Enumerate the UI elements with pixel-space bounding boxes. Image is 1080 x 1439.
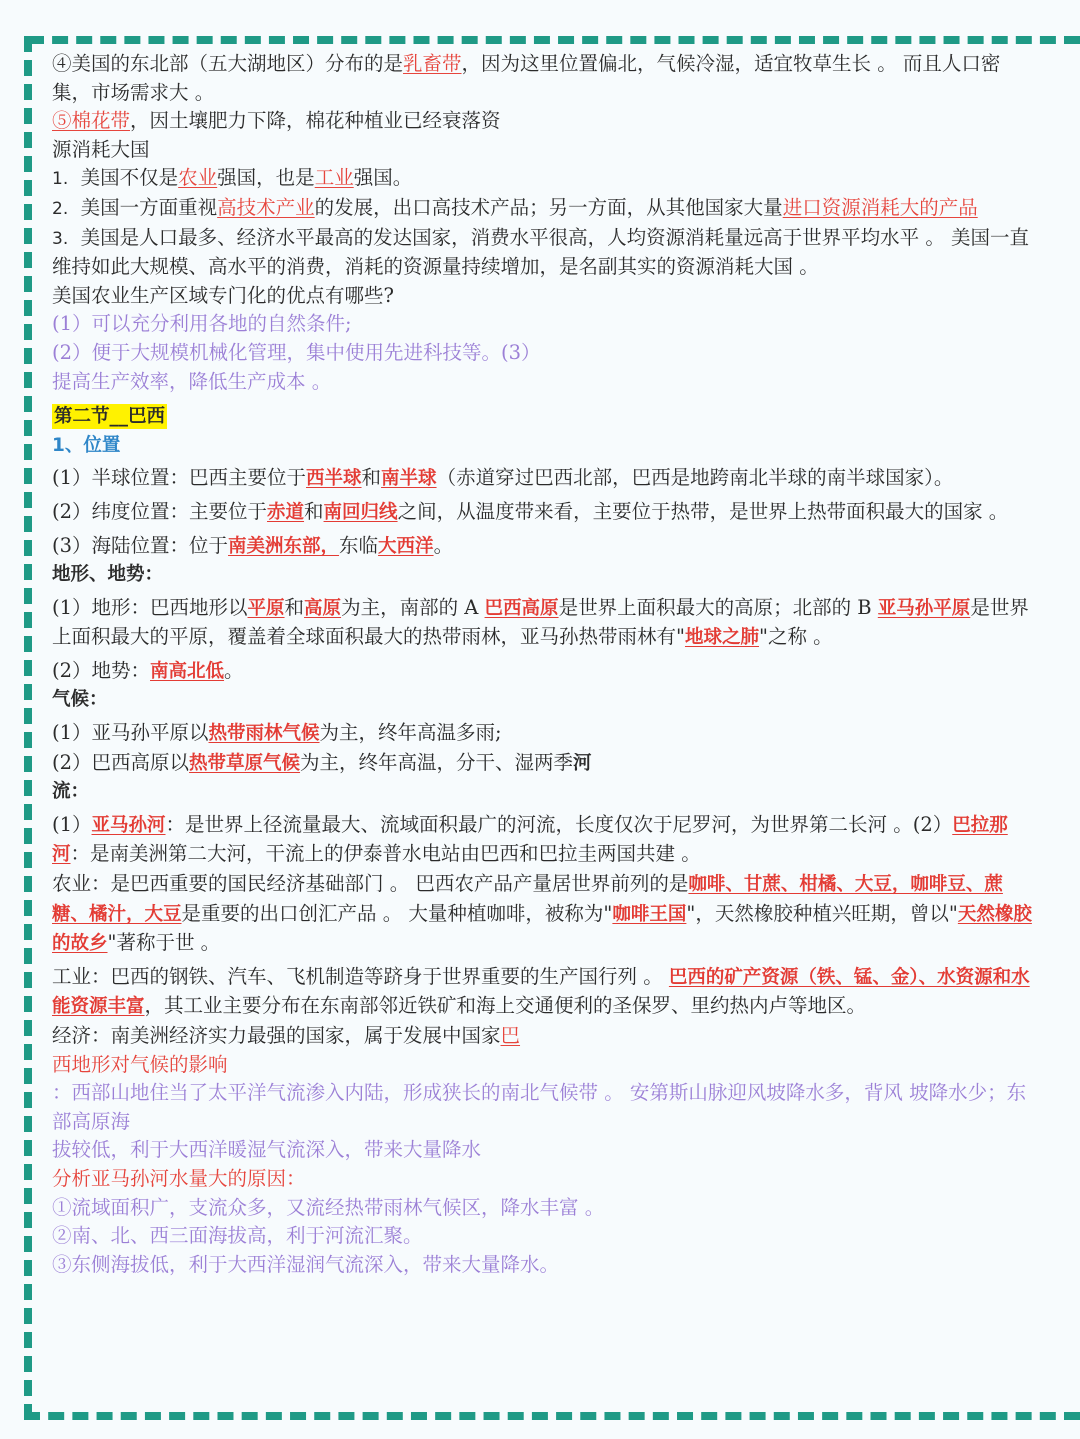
climate-heading: 气候： [52,689,108,711]
text: 和 [284,595,305,619]
keyword: 地球之肺 [684,627,759,649]
elevation-paragraph [52,657,1037,687]
notes-content [52,50,1037,1279]
answer-3: 提高生产效率，降低生产成本 。 [52,369,332,393]
text: ：是南美洲第二大河，干流上的伊泰普水电站由巴西和巴拉圭两国共建 。 [70,842,701,866]
keyword: ⑤棉花带 [52,109,131,133]
usa-item-1 [52,164,1037,194]
keyword: 巴西高原 [484,597,559,619]
keyword: 巴 [500,1024,521,1047]
text: 和 [304,499,324,523]
amazon-reason-3: ③东侧海拔低，利于大西洋湿润气流深入，带来大量降水。 [52,1252,560,1276]
red-heading: 西地形对气候的影响 [52,1052,228,1076]
keyword: 南高北低 [150,660,225,682]
item-number: 2. [52,198,69,219]
keyword: 亚马孙河 [91,814,166,836]
text: 之间，从温度带来看，主要位于热带，是世界上热带面积最大的国家 。 [397,499,1009,523]
keyword: 巴拉那河 [52,814,1008,866]
text: ：是世界上径流量最大、流域面积最广的河流，长度仅次于尼罗河，为世界第二长河 。(2） [165,812,953,836]
text: 强国，也是 [217,166,315,190]
keyword: 工业 [314,166,354,190]
keyword: 西半球 [306,468,362,490]
item-number: 3. [52,228,69,249]
text: (1） [52,812,92,836]
text: （赤道穿过巴西北部，巴西是地跨南北半球的南半球国家）。 [436,466,954,490]
text: 的发展，出口高技术产品；另一方面，从其他国家大量 [314,195,783,219]
keyword: 平原 [247,597,285,619]
text: (3）海陆位置：位于 [52,533,229,557]
amazon-reason-2: ②南、北、西三面海拔高，利于河流汇聚。 [52,1224,423,1248]
question: 美国农业生产区域专门化的优点有哪些? [52,283,394,307]
keyword: 南美洲东部， [228,535,340,557]
dashed-border-left [24,36,32,1420]
keyword: 热带雨林气候 [208,723,320,745]
item-number: 1. [52,169,69,190]
text: 河 [573,752,592,774]
text: (1）地形：巴西地形以 [52,595,248,619]
text: 是世界上面积最大的平原，覆盖着全球面积最大的热带雨林，亚马孙热带雨林有" [52,595,1029,649]
keyword: 农业 [178,166,218,190]
answer-1: (1）可以充分利用各地的自然条件; [52,312,352,336]
text: 为主，南部的 A [341,595,485,619]
terrain-influence-heading [52,1051,1037,1080]
text: "，天然橡胶种植兴旺期，曾以" [686,901,958,925]
resource-heading: 源消耗大国 [52,137,150,161]
keyword: 南半球 [381,468,437,490]
climate-1 [52,719,1037,749]
red-heading: 分析亚马孙河水量大的原因： [52,1166,306,1190]
terrain-heading: 地形、地势： [52,564,164,586]
keyword: 热带草原气候 [189,752,301,774]
position-heading: 1、位置 [52,434,121,456]
keyword: 乳畜带 [403,52,462,75]
terrain-influence-body: ：西部山地住当了太平洋气流渗入内陆，形成狭长的南北气候带 。 安第斯山脉迎风坡降水多，背风 坡降水少；东部高原海 [52,1081,1027,1133]
text: 东临 [339,533,379,557]
text: 是世界上面积最大的高原；北部的 B [558,595,878,619]
text: (2）纬度位置：主要位于 [52,499,268,523]
text: ，因为这里位置偏北，气候冷湿，适宜牧草生长 。 而且人口密集，市场需求大 。 [52,52,1001,104]
latitude-paragraph [52,498,1037,528]
dashed-border-bottom [24,1412,1080,1420]
amazon-analysis-heading [52,1165,1037,1194]
dairy-belt-paragraph [52,50,1037,107]
sea-land-paragraph [52,532,1037,562]
text: ，其工业主要分布在东南部邻近铁矿和海上交通便利的圣保罗、里约热内卢等地区。 [144,994,867,1018]
keyword: 咖啡、甘蔗、柑橘、大豆，咖啡豆、蔗糖、橘汁，大豆 [52,874,1003,925]
keyword: 巴西的矿产资源（铁、锰、金）、水资源和水能资源丰富 [52,966,1030,1018]
text: ，因土壤肥力下降，棉花种植业已经衰落资 [130,109,501,133]
industry-paragraph [52,963,1037,1022]
keyword: 高原 [304,597,342,619]
text: "著称于世 。 [107,931,221,955]
section-title: 第二节__巴西 [54,406,166,428]
landform-paragraph [52,594,1037,653]
text: 。 [433,533,454,557]
text: 为主，终年高温，分干、湿两季 [300,750,574,774]
agriculture-paragraph [52,870,1037,959]
climate-2 [52,749,1037,779]
hemisphere-paragraph [52,464,1037,494]
keyword: 进口资源消耗大的产品 [782,195,978,219]
text: "之称 。 [759,625,833,649]
cotton-belt-line [52,107,1037,136]
keyword: 赤道 [267,501,305,523]
river-paragraph [52,811,1037,870]
text: 美国一方面重视 [80,195,218,219]
keyword: 天然橡胶的故乡 [52,903,1032,955]
text: ④美国的东北部（五大湖地区）分布的是 [52,52,404,75]
text: (1）半球位置：巴西主要位于 [52,466,307,490]
text: 经济：南美洲经济实力最强的国家，属于发展中国家 [52,1024,501,1047]
text: 。 [224,658,244,682]
text: 美国是人口最多、经济水平最高的发达国家，消费水平很高，人均资源消耗量远高于世界平均水平 。 美国一直维持如此大规模、高水平的消费，消耗的资源量持续增加，是名副其实的资源消耗大国 。 [52,225,1030,279]
text: 工业：巴西的钢铁、汽车、飞机制造等跻身于世界重要的生产国行列 。 [52,964,669,988]
text: 为主，终年高温多雨; [319,721,502,745]
text: 和 [361,466,382,490]
terrain-influence-body-2: 拔较低，利于大西洋暖湿气流深入，带来大量降水 [52,1138,482,1162]
keyword: 亚马孙平原 [877,597,971,619]
keyword: 大西洋 [378,535,434,557]
section-heading [52,402,1037,432]
keyword: 咖啡王国 [612,903,687,925]
text: 强国。 [353,166,413,190]
text: 农业：是巴西重要的国民经济基础部门 。 巴西农产品产量居世界前列的是 [52,872,689,896]
usa-item-2 [52,194,1037,224]
river-heading: 流： [52,781,90,803]
text: (2）巴西高原以 [52,750,190,774]
dashed-border-top [28,36,1080,44]
usa-item-3 [52,224,1037,282]
keyword: 南回归线 [323,501,398,523]
text: 美国不仅是 [80,166,179,190]
economy-paragraph [52,1022,1037,1051]
amazon-reason-1: ①流域面积广，支流众多，又流经热带雨林气候区，降水丰富 。 [52,1195,605,1219]
answer-2: (2）便于大规模机械化管理，集中使用先进科技等。(3） [52,340,541,364]
text: 是重要的出口创汇产品 。 大量种植咖啡，被称为" [181,901,613,925]
text: (1）亚马孙平原以 [52,721,209,745]
text: (2）地势： [52,658,151,682]
keyword: 高技术产业 [217,195,315,219]
